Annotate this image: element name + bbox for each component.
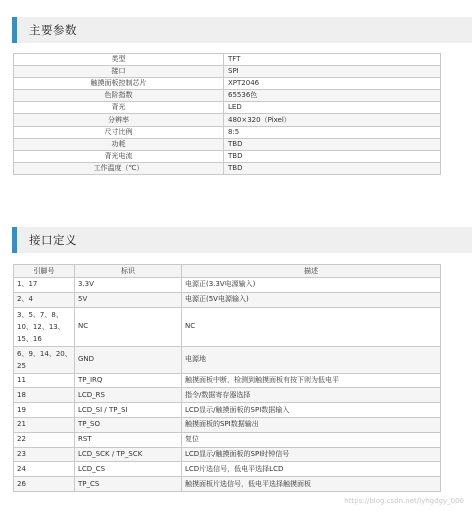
pin-label: TP_CS (75, 477, 182, 492)
pin-pin: 3、5、7、8、10、12、13、15、16 (14, 307, 75, 346)
param-key: 功耗 (14, 138, 224, 150)
header-desc: 描述 (182, 265, 441, 278)
pin-desc: 电源地 (182, 346, 441, 373)
pin-desc: 触摸面板中断，检测到触摸面板有按下则为低电平 (182, 373, 441, 388)
pin-pin: 11 (14, 373, 75, 388)
param-key: 分辨率 (14, 114, 224, 126)
pin-row (14, 373, 441, 388)
param-row (14, 102, 441, 114)
section-accent-bar (12, 227, 17, 253)
param-value: TFT (224, 54, 441, 66)
param-value: SPI (224, 66, 441, 78)
param-row (14, 126, 441, 138)
pin-pin: 24 (14, 462, 75, 477)
pin-row (14, 307, 441, 346)
param-value: 65536色 (224, 90, 441, 102)
param-key: 背光电流 (14, 150, 224, 162)
pin-desc: 触摸面板片选信号，低电平选择触摸面板 (182, 477, 441, 492)
pin-desc: 触摸面板的SPI数据输出 (182, 417, 441, 432)
section-header-main-params (12, 17, 472, 43)
pin-row (14, 292, 441, 307)
param-row (14, 78, 441, 90)
pin-label: LCD_SI / TP_SI (75, 403, 182, 418)
param-value: TBD (224, 138, 441, 150)
param-key: 背光 (14, 102, 224, 114)
pin-label: TP_IRQ (75, 373, 182, 388)
param-row (14, 150, 441, 162)
param-row (14, 54, 441, 66)
pin-pin: 26 (14, 477, 75, 492)
pin-label: 3.3V (75, 278, 182, 293)
param-row (14, 90, 441, 102)
param-value: TBD (224, 162, 441, 174)
pin-pin: 23 (14, 447, 75, 462)
pin-label: RST (75, 432, 182, 447)
pin-label: LCD_CS (75, 462, 182, 477)
pin-pin: 18 (14, 388, 75, 403)
param-row (14, 138, 441, 150)
section-title: 接口定义 (29, 233, 77, 247)
pin-pin: 2、4 (14, 292, 75, 307)
watermark: https://blog.csdn.net/lyhgdgy_000 (344, 497, 464, 505)
param-key: 触摸面板控制芯片 (14, 78, 224, 90)
pin-row (14, 477, 441, 492)
pin-label: TP_SO (75, 417, 182, 432)
pin-desc: LCD片选信号，低电平选择LCD (182, 462, 441, 477)
pin-label: GND (75, 346, 182, 373)
pin-pin: 1、17 (14, 278, 75, 293)
param-row (14, 162, 441, 174)
params-table-body (14, 54, 441, 175)
pin-desc: 指令/数据寄存器选择 (182, 388, 441, 403)
section-header-interface (12, 227, 472, 253)
pin-row (14, 417, 441, 432)
pin-table (13, 264, 441, 492)
pin-pin: 22 (14, 432, 75, 447)
param-key: 工作温度（℃） (14, 162, 224, 174)
pin-desc: LCD显示/触摸面板的SPI时钟信号 (182, 447, 441, 462)
param-value: 480×320（Pixel） (224, 114, 441, 126)
param-value: TBD (224, 150, 441, 162)
param-key: 接口 (14, 66, 224, 78)
header-pin: 引脚号 (14, 265, 75, 278)
params-table (13, 53, 441, 175)
pin-row (14, 403, 441, 418)
param-value: 8:5 (224, 126, 441, 138)
pin-desc: NC (182, 307, 441, 346)
pin-row (14, 278, 441, 293)
pin-desc: 电源正(3.3V电源输入) (182, 278, 441, 293)
pin-row (14, 346, 441, 373)
section-accent-bar (12, 17, 17, 43)
pin-pin: 21 (14, 417, 75, 432)
pin-pin: 6、9、14、20、25 (14, 346, 75, 373)
header-label: 标识 (75, 265, 182, 278)
pin-table-body (14, 278, 441, 492)
pin-row (14, 462, 441, 477)
pin-label: LCD_RS (75, 388, 182, 403)
param-key: 尺寸比例 (14, 126, 224, 138)
pin-row (14, 447, 441, 462)
pin-table-header-row (14, 265, 441, 278)
pin-desc: 电源正(5V电源输入) (182, 292, 441, 307)
param-row (14, 114, 441, 126)
param-key: 类型 (14, 54, 224, 66)
param-value: XPT2046 (224, 78, 441, 90)
pin-desc: LCD显示/触摸面板的SPI数据输入 (182, 403, 441, 418)
pin-row (14, 432, 441, 447)
pin-pin: 19 (14, 403, 75, 418)
section-title: 主要参数 (29, 23, 77, 37)
param-value: LED (224, 102, 441, 114)
pin-label: NC (75, 307, 182, 346)
pin-desc: 复位 (182, 432, 441, 447)
pin-label: 5V (75, 292, 182, 307)
param-key: 色阶指数 (14, 90, 224, 102)
param-row (14, 66, 441, 78)
pin-label: LCD_SCK / TP_SCK (75, 447, 182, 462)
pin-row (14, 388, 441, 403)
